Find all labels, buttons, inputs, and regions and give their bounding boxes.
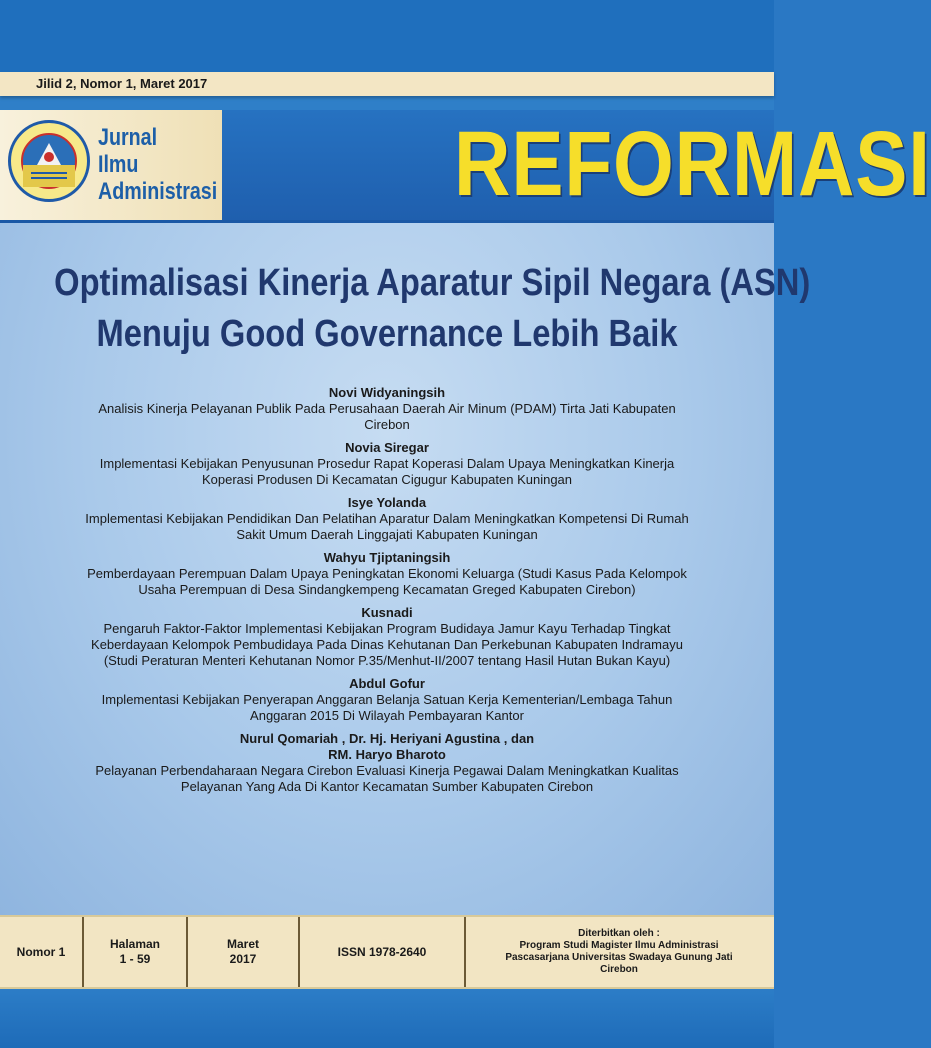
journal-name-line: Administrasi — [98, 178, 218, 205]
publisher-line: Program Studi Magister Ilmu Administrasi — [519, 940, 719, 951]
issue-line: Jilid 2, Nomor 1, Maret 2017 — [36, 76, 208, 91]
masthead — [0, 110, 931, 220]
theme-title-line1: Optimalisasi Kinerja Aparatur Sipil Negara (ASN) — [54, 262, 811, 304]
article-title: Implementasi Kebijakan Penyerapan Anggaran Belanja Satuan Kerja Kementerian/Lembaga Tahun Anggaran 2015 Di Wilayah Pembayaran Kantor — [101, 692, 673, 723]
footer-publisher — [466, 917, 772, 987]
article-item — [80, 731, 694, 795]
year-value: 2017 — [229, 952, 257, 966]
masthead-left — [0, 110, 222, 220]
footer-date — [188, 917, 298, 987]
article-list — [80, 385, 694, 802]
article-author: Novi Widyaningsih — [328, 385, 446, 400]
journal-name-line: Jurnal — [98, 124, 158, 151]
publisher-line: Cirebon — [600, 964, 638, 975]
article-author: Novia Siregar — [345, 440, 429, 455]
footer-bar — [0, 915, 774, 989]
masthead-right — [222, 110, 931, 220]
article-author: Isye Yolanda — [347, 495, 427, 510]
article-author: Abdul Gofur — [349, 676, 425, 691]
article-author: Kusnadi — [361, 605, 413, 620]
journal-brand: REFORMASI — [454, 113, 931, 215]
article-author: Nurul Qomariah , Dr. Hj. Heriyani Agustina , dan RM. Haryo Bharoto — [239, 731, 535, 762]
footer-halaman — [84, 917, 186, 987]
footer-issn — [300, 917, 464, 987]
halaman-label: Halaman — [109, 937, 161, 951]
article-title: Pengaruh Faktor-Faktor Implementasi Kebijakan Program Budidaya Jamur Kayu Terhadap Tingkat Keberdayaan Kelompok Pembudidaya Pada Dinas Kehutanan Dan Perkebunan Kabupaten Indramayu (Studi Peraturan Menteri Kehutanan Nomor P.35/Menhut-II/2007 tentang Hasil Hutan Bukan Kayu) — [91, 621, 683, 668]
nomor-value: Nomor 1 — [16, 944, 66, 959]
article-title: Implementasi Kebijakan Pendidikan Dan Pelatihan Aparatur Dalam Meningkatkan Kompetensi Di Rumah Sakit Umum Daerah Linggajati Kabupaten Kuningan — [85, 511, 689, 542]
logo-emblem — [21, 133, 77, 189]
article-title: Pelayanan Perbendaharaan Negara Cirebon Evaluasi Kinerja Pegawai Dalam Meningkatkan Kualitas Pelayanan Yang Ada Di Kantor Kecamatan Sumber Kabupaten Cirebon — [95, 763, 679, 794]
article-item — [80, 495, 694, 543]
article-title: Implementasi Kebijakan Penyusunan Prosedur Rapat Koperasi Dalam Upaya Meningkatkan Kinerja Koperasi Produsen Di Kecamatan Cigugur Kabupaten Kuningan — [99, 456, 675, 487]
bottom-band — [0, 989, 774, 1048]
publisher-line: Pascasarjana Universitas Swadaya Gunung Jati — [505, 952, 733, 963]
journal-name — [98, 124, 218, 205]
article-item — [80, 676, 694, 724]
issn-value: ISSN 1978-2640 — [337, 944, 427, 959]
top-band — [0, 0, 774, 72]
article-title: Pemberdayaan Perempuan Dalam Upaya Peningkatan Ekonomi Keluarga (Studi Kasus Pada Kelompok Usaha Perempuan di Desa Sindangkempeng Kecamatan Greged Kabupaten Cirebon) — [87, 566, 687, 597]
theme-title-line2: Menuju Good Governance Lebih Baik — [96, 313, 678, 355]
article-item — [80, 440, 694, 488]
article-item — [80, 550, 694, 598]
article-item — [80, 605, 694, 669]
publisher-line: Diterbitkan oleh : — [578, 928, 660, 939]
article-author: Wahyu Tjiptaningsih — [323, 550, 451, 565]
article-title: Analisis Kinerja Pelayanan Publik Pada Perusahaan Daerah Air Minum (PDAM) Tirta Jati Kabupaten Cirebon — [98, 401, 676, 432]
footer-nomor — [0, 917, 82, 987]
halaman-value: 1 - 59 — [119, 952, 151, 966]
university-logo — [8, 120, 90, 202]
month-value: Maret — [226, 937, 259, 951]
emblem-icon — [23, 135, 75, 187]
issue-bar — [0, 72, 774, 96]
article-item — [80, 385, 694, 433]
journal-name-line: Ilmu — [98, 151, 139, 178]
